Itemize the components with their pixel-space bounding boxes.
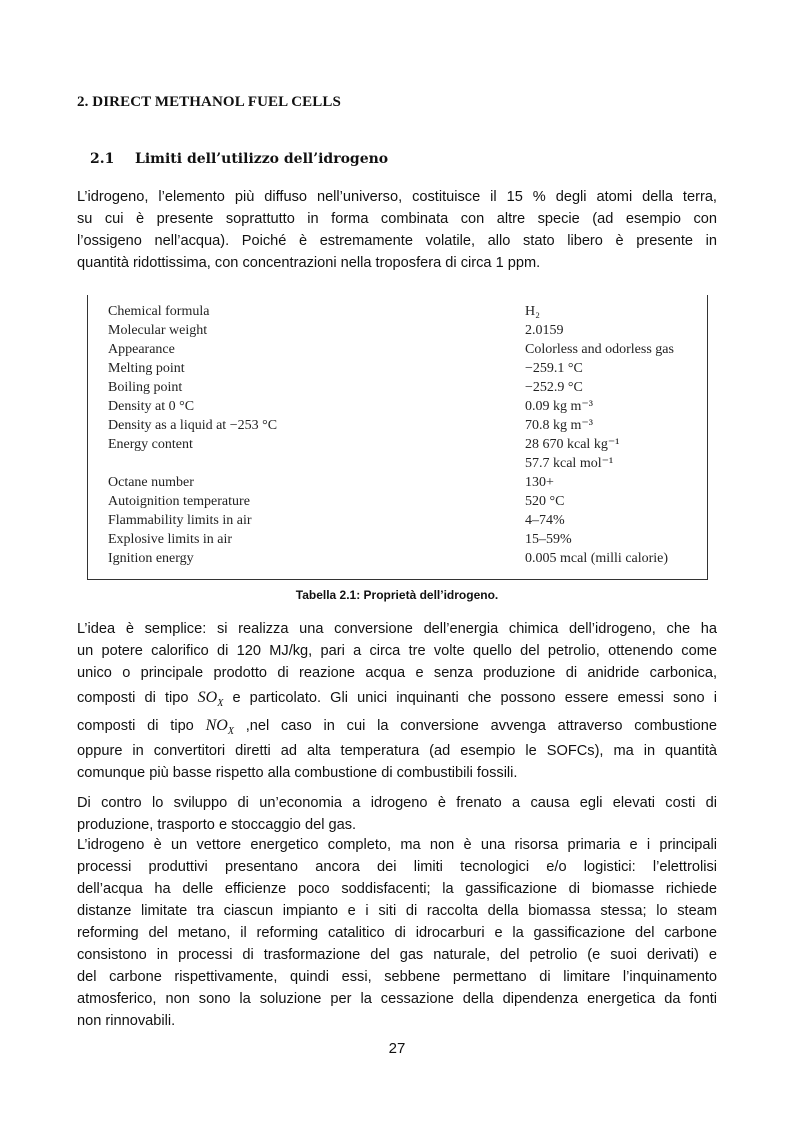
section-title: Limiti dell’utilizzo dell’idrogeno — [135, 151, 389, 167]
property-cell: Ignition energy — [108, 551, 194, 566]
property-cell: Density as a liquid at −253 °C — [108, 418, 278, 433]
properties-table — [87, 295, 708, 580]
section-number: 2.1 — [90, 151, 115, 167]
property-cell: Boiling point — [108, 380, 183, 395]
text-fragment: e particolato. Gli unici inquinanti che possono essere emessi sono i — [232, 690, 717, 706]
value-cell: 70.8 kg m⁻³ — [525, 418, 593, 433]
value-cell: 130+ — [525, 475, 554, 490]
text-line: Di contro lo sviluppo di un’economia a idrogeno è frenato a causa egli elevati costi di — [77, 795, 717, 811]
text-fragment: composti di tipo — [77, 718, 194, 734]
value-cell: 57.7 kcal mol⁻¹ — [525, 456, 614, 471]
text-line — [77, 684, 717, 712]
text-line: l’ossigeno nell’acqua). Poiché è estremamente volatile, allo stato libero è presente in — [77, 233, 717, 249]
text-line: reforming del metano, il reforming catalitico di idrocarburi e la gassificazione del carbone — [77, 925, 717, 941]
text-line: L’idea è semplice: si realizza una conversione dell’energia chimica dell’idrogeno, che ha — [77, 621, 717, 637]
table-row — [108, 321, 688, 340]
value-cell: −252.9 °C — [525, 380, 583, 395]
table-row — [108, 492, 688, 511]
text-line — [77, 712, 717, 740]
table-row — [108, 473, 688, 492]
paragraph-obstacles — [77, 792, 717, 836]
text-line: su cui è presente soprattutto in forma combinata con altre specie (ad esempio con — [77, 211, 717, 227]
value-cell: H₂ — [525, 304, 540, 319]
table-row — [108, 302, 688, 321]
property-cell: Autoignition temperature — [108, 494, 250, 509]
table-row — [108, 454, 688, 473]
table-row — [108, 530, 688, 549]
property-cell: Density at 0 °C — [108, 399, 195, 414]
table-row — [108, 435, 688, 454]
text-line: atmosferico, non sono la soluzione per la cessazione della dipendenza energetica da fonti — [77, 991, 717, 1007]
text-line: L’idrogeno è un vettore energetico completo, ma non è una risorsa primaria e i principali — [77, 837, 717, 853]
text-line: distanze limitate tra ciascun impianto e i siti di raccolta della biomassa stessa; lo steam — [77, 903, 717, 919]
text-fragment: ,nel caso in cui la conversione avvenga attraverso combustione — [245, 718, 717, 734]
table-row — [108, 549, 688, 568]
value-cell: 0.005 mcal (milli calorie) — [525, 551, 669, 566]
property-cell: Flammability limits in air — [108, 513, 252, 528]
text-line: oppure in convertitori diretti ad alta temperatura (ad esempio le SOFCs), ma in quantità — [77, 743, 717, 759]
table-row — [108, 340, 688, 359]
text-line: comunque più basse rispetto alla combustione di combustibili fossili. — [77, 765, 518, 781]
value-cell: 0.09 kg m⁻³ — [525, 399, 593, 414]
table-row — [108, 397, 688, 416]
table-row — [108, 416, 688, 435]
text-fragment: composti di tipo — [77, 690, 189, 706]
chapter-heading: 2. DIRECT METHANOL FUEL CELLS — [77, 94, 341, 110]
property-cell: Chemical formula — [108, 304, 210, 319]
page-number: 27 — [388, 1040, 406, 1057]
property-cell: Melting point — [108, 361, 185, 376]
table-caption: Tabella 2.1: Proprietà dell’idrogeno. — [295, 588, 499, 602]
text-line: quantità ridottissima, con concentrazioni nella troposfera di circa 1 ppm. — [77, 255, 541, 271]
text-line: un potere calorifico di 120 MJ/kg, pari a circa tre volte quello del petrolio, ottenendo come — [77, 643, 717, 659]
value-cell: 4–74% — [525, 513, 565, 528]
table-row — [108, 378, 688, 397]
property-cell: Energy content — [108, 437, 193, 452]
value-cell: 2.0159 — [525, 323, 564, 338]
property-cell: Molecular weight — [108, 323, 208, 338]
paragraph-vector — [77, 834, 717, 1032]
property-cell: Explosive limits in air — [108, 532, 233, 547]
value-cell: −259.1 °C — [525, 361, 583, 376]
value-cell: Colorless and odorless gas — [525, 342, 674, 357]
sox-formula: $SO_X$ — [197, 689, 224, 710]
text-line: produzione, trasporto e stoccaggio del gas. — [77, 817, 357, 833]
text-line: unico o principale prodotto di reazione acqua e senza produzione di anidride carbonica, — [77, 665, 717, 681]
table-row — [108, 359, 688, 378]
value-cell: 28 670 kcal kg⁻¹ — [525, 437, 620, 452]
property-cell: Octane number — [108, 475, 194, 490]
text-line: dell’acqua ha delle efficienze poco soddisfacenti; la gassificazione di biomasse richiede — [77, 881, 717, 897]
value-cell: 15–59% — [525, 532, 572, 547]
paragraph-intro — [77, 186, 717, 274]
property-cell: Appearance — [108, 342, 175, 357]
text-line: processi produttivi presentano ancora dei limiti tecnologici e/o logistici: l’elettrolisi — [77, 859, 717, 875]
paragraph-idea — [77, 618, 717, 784]
value-cell: 520 °C — [525, 494, 565, 509]
text-line: consistono in processi di trasformazione del gas naturale, del petrolio (e suoi derivati) e — [77, 947, 717, 963]
text-line: non rinnovabili. — [77, 1013, 176, 1029]
table-row — [108, 511, 688, 530]
text-line: L’idrogeno, l’elemento più diffuso nell’universo, costituisce il 15 % degli atomi della terra, — [77, 189, 717, 205]
nox-formula: $NO_X$ — [205, 717, 234, 738]
text-line: del carbone rispettivamente, quindi essi, sebbene permettano di limitare l’inquinamento — [77, 969, 717, 985]
section-heading — [90, 151, 388, 167]
